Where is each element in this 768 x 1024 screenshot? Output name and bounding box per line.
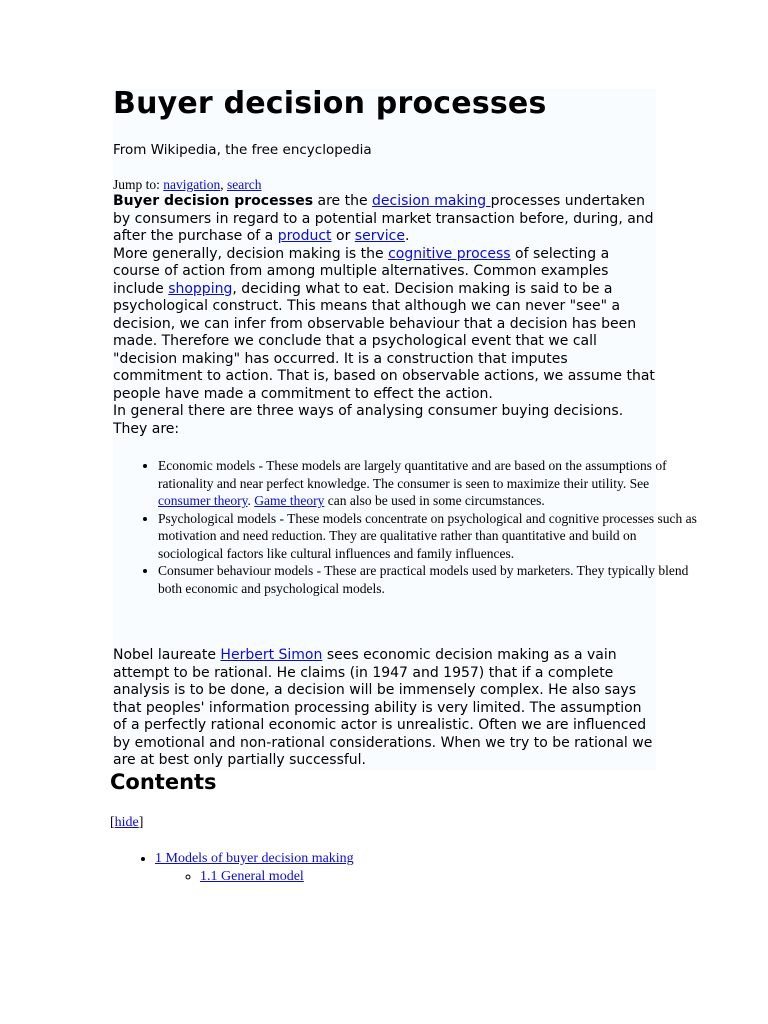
general-text: of selecting a course of action from among multiple alternatives. Common examples include — [113, 245, 610, 297]
page-title: Buyer decision processes — [113, 86, 547, 121]
decision-making-link[interactable]: decision making — [372, 193, 491, 209]
models-list — [113, 457, 698, 597]
jump-links — [113, 177, 262, 193]
bracket: [ — [110, 815, 115, 830]
bracket: ] — [138, 815, 144, 830]
tagline: From Wikipedia, the free encyclopedia — [113, 142, 372, 158]
economic-model-text: . — [247, 493, 255, 508]
toc-link-models[interactable]: 1 Models of buyer decision making — [155, 851, 354, 866]
simon-section — [113, 647, 658, 770]
contents-heading: Contents — [110, 770, 217, 794]
simon-paragraph — [113, 647, 658, 770]
search-link[interactable]: search — [227, 177, 262, 192]
jump-prefix: Jump to: — [113, 177, 164, 192]
ways-paragraph: In general there are three ways of analysing consumer buying decisions. They are: — [113, 403, 624, 437]
service-link[interactable]: service — [354, 228, 405, 244]
economic-model-text: can also be used in some circumstances. — [324, 493, 545, 508]
list-item: • Psychological models - These models concentrate on psychological and cognitive processes such as motivation and need reduction. They are qualitative rather than quantitative and build on sociological factors like cultural influences and family influences. — [158, 510, 698, 563]
intro-bold-term: Buyer decision processes — [113, 193, 314, 209]
intro-text: are the — [313, 193, 373, 209]
hide-toc-link[interactable]: hide — [114, 815, 139, 830]
list-item — [158, 457, 698, 510]
navigation-link[interactable]: navigation — [163, 177, 221, 192]
cognitive-process-link[interactable]: cognitive process — [388, 245, 511, 262]
game-theory-link[interactable]: Game theory — [254, 493, 325, 508]
table-of-contents — [110, 850, 354, 885]
intro-section — [113, 193, 658, 438]
product-link[interactable]: product — [277, 228, 332, 244]
simon-text: Nobel laureate — [113, 647, 221, 663]
toc-item — [200, 868, 354, 886]
toc-link-general-model[interactable]: 1.1 General model — [200, 868, 304, 884]
intro-text: . — [404, 228, 410, 244]
general-text: , deciding what to eat. Decision making is said to be a psychological construct. This means that although we can never "see" a decision, we can infer from observable behaviour that a decision has been made. Therefore we conclude that a psychological event that we call "decision making" has occurred. It is a construction that imputes commitment to action. That is, based on observable actions, we assume that people have made a commitment to effect the action. — [113, 280, 655, 402]
simon-text: sees economic decision making as a vain attempt to be rational. He claims (in 1947 and 1957) that if a complete analysis is to be done, a decision will be immensely complex. He also says that peoples' information processing ability is very limited. The assumption of a perfectly rational economic actor is unrealistic. Often we are influenced by emotional and non-rational considerations. When we try to be rational we are at best only partially successful. — [113, 647, 653, 768]
toc-toggle — [110, 815, 143, 831]
herbert-simon-link[interactable]: Herbert Simon — [220, 647, 323, 663]
toc-item — [155, 850, 354, 885]
consumer-theory-link[interactable]: consumer theory — [158, 493, 248, 508]
intro-paragraph — [113, 193, 658, 246]
general-paragraph — [113, 246, 658, 404]
economic-model-text: Economic models - These models are largely quantitative and are based on the assumptions of rationality and near perfect knowledge. The consumer is seen to maximize their utility. See — [158, 458, 667, 491]
list-item: • Consumer behaviour models - These are practical models used by marketers. They typically blend both economic and psychological models. — [158, 562, 698, 597]
shopping-link[interactable]: shopping — [168, 280, 233, 297]
general-text: More generally, decision making is the — [113, 245, 389, 262]
jump-separator: , — [220, 177, 228, 192]
toc-sublist — [155, 868, 354, 886]
intro-text: processes undertaken by consumers in regard to a potential market transaction before, during, and after the purchase of a — [113, 193, 654, 244]
intro-text: or — [331, 228, 355, 244]
